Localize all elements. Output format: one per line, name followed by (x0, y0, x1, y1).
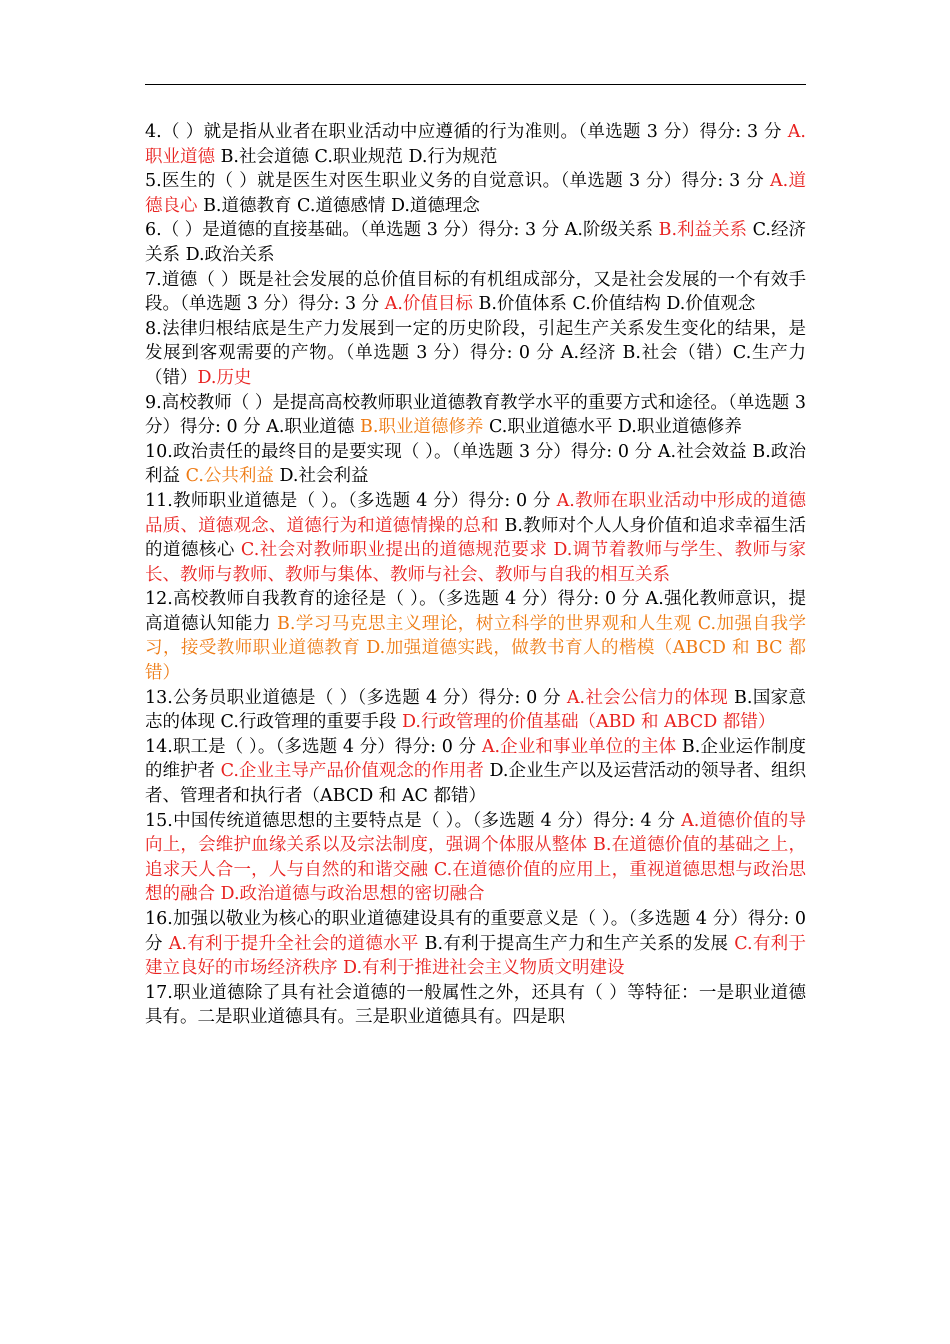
question-text: 6.（ ）是道德的直接基础。（单选题 3 分）得分: 3 分 A.阶级关系 (145, 220, 659, 241)
question-12 (145, 587, 806, 685)
chosen-answer: C.公共利益 (185, 466, 274, 487)
question-text: D.企业生产以及运营活动的领导者、组织者、管理者和执行者（ABCD 和 AC 都错） (145, 761, 807, 807)
question-text: 4.（ ）就是指从业者在职业活动中应遵循的行为准则。（单选题 3 分）得分: 3 分 (145, 122, 788, 142)
question-11 (145, 489, 806, 587)
correct-answer: A.价值目标 (384, 294, 473, 315)
question-text: 5.医生的（ ）就是医生对医生职业义务的自觉意识。（单选题 3 分）得分: 3 分 (145, 171, 770, 192)
question-list (145, 120, 806, 1030)
question-text: 17.职业道德除了具有社会道德的一般属性之外，还具有（ ）等特征：一是职业道德具有。二是职业道德具有。三是职业道德具有。四是职 (145, 982, 806, 1028)
question-text: 7.道德（ ）既是社会发展的总价值目标的有机组成部分，又是社会发展的一个有效手段。（单选题 3 分）得分: 3 分 (145, 269, 806, 315)
question-13 (145, 686, 806, 735)
correct-answer: C.企业主导产品价值观念的作用者 (220, 761, 484, 782)
correct-answer: A.企业和事业单位的主体 (481, 736, 677, 757)
question-text: D.社会利益 (273, 466, 369, 487)
question-6 (145, 218, 806, 267)
question-text: B.价值体系 C.价值结构 D.价值观念 (472, 294, 756, 315)
question-text: 12.高校教师自我教育的途径是（ ）。（多选题 4 分）得分: 0 分 A.强化教师意识，提高道德认知能力 (145, 589, 806, 634)
question-text: C.职业道德水平 D.职业道德修养 (483, 417, 742, 438)
question-5 (145, 169, 806, 218)
question-14 (145, 735, 806, 809)
question-text: 14.职工是（ ）。（多选题 4 分）得分: 0 分 (145, 736, 482, 757)
question-16 (145, 907, 806, 981)
question-text: B.国家意志的体现 C.行政管理的重要手段 (145, 687, 806, 733)
correct-answer: D.行政管理的价值基础（ABD 和 ABCD 都错） (401, 712, 776, 733)
question-text: B.教师对个人人身价值和追求幸福生活的道德核心 (145, 515, 807, 561)
header-rule (145, 84, 806, 85)
question-text: 10.政治责任的最终目的是要实现（ ）。（单选题 3 分）得分: 0 分 A.社会效益 B.政治利益 (145, 441, 806, 487)
correct-answer: A.社会公信力的体现 (566, 687, 729, 708)
correct-answer: A.道德良心 (145, 171, 806, 216)
question-4 (145, 120, 806, 169)
correct-answer: A.教师在职业活动中形成的道德品质、道德观念、道德行为和道德情操的总和 (145, 490, 806, 536)
correct-answer: D.历史 (197, 367, 252, 388)
question-text: B.道德教育 C.道德感情 D.道德理念 (197, 195, 480, 216)
question-text: B.有利于提高生产力和生产关系的发展 (418, 933, 735, 954)
correct-answer: C.社会对教师职业提出的道德规范要求 D.调节着教师与学生、教师与家长、教师与教师、教师与集体、教师与社会、教师与自我的相互关系 (145, 540, 807, 585)
question-text: 8.法律归根结底是生产力发展到一定的历史阶段，引起生产关系发生变化的结果，是发展到客观需要的产物。（单选题 3 分）得分: 0 分 A.经济 B.社会（错）C.生产力（错） (145, 318, 806, 388)
question-text: 16.加强以敬业为核心的职业道德建设具有的重要意义是（ ）。（多选题 4 分）得分: 0 分 (145, 909, 806, 954)
question-text: 9.高校教师（ ）是提高高校教师职业道德教育教学水平的重要方式和途径。（单选题 3 分）得分: 0 分 A.职业道德 (145, 392, 806, 438)
correct-answer: A.道德价值的导向上，会维护血缘关系以及宗法制度，强调个体服从整体 B.在道德价值的基础之上，追求天人合一，人与自然的和谐交融 C.在道德价值的应用上，重视道德思想与政治思想的融合 D.政治道德与政治思想的密切融合 (145, 810, 807, 905)
correct-answer: C.有利于建立良好的市场经济秩序 D.有利于推进社会主义物质文明建设 (145, 933, 806, 979)
question-text: B.企业运作制度的维护者 (145, 736, 806, 782)
question-10 (145, 440, 806, 489)
question-text: 13.公务员职业道德是（ ）（多选题 4 分）得分: 0 分 (145, 687, 567, 708)
question-text: C.经济关系 D.政治关系 (145, 220, 806, 265)
correct-answer: A.职业道德 (145, 122, 806, 167)
chosen-answer: B.学习马克思主义理论，树立科学的世界观和人生观 C.加强自我学习，接受教师职业道德教育 D.加强道德实践，做教书育人的楷模（ABCD 和 BC 都错） (145, 613, 807, 684)
question-8 (145, 317, 806, 391)
question-17 (145, 981, 806, 1030)
question-text: 15.中国传统道德思想的主要特点是（ ）。（多选题 4 分）得分: 4 分 (145, 810, 682, 831)
correct-answer: B.利益关系 (658, 220, 748, 241)
question-9 (145, 391, 806, 440)
question-15 (145, 809, 806, 907)
chosen-answer: B.职业道德修养 (359, 417, 484, 438)
correct-answer: A.有利于提升全社会的道德水平 (168, 933, 419, 954)
question-7 (145, 268, 806, 317)
question-text: 11.教师职业道德是（ ）。（多选题 4 分）得分: 0 分 (145, 490, 557, 511)
question-text: B.社会道德 C.职业规范 D.行为规范 (215, 146, 498, 167)
